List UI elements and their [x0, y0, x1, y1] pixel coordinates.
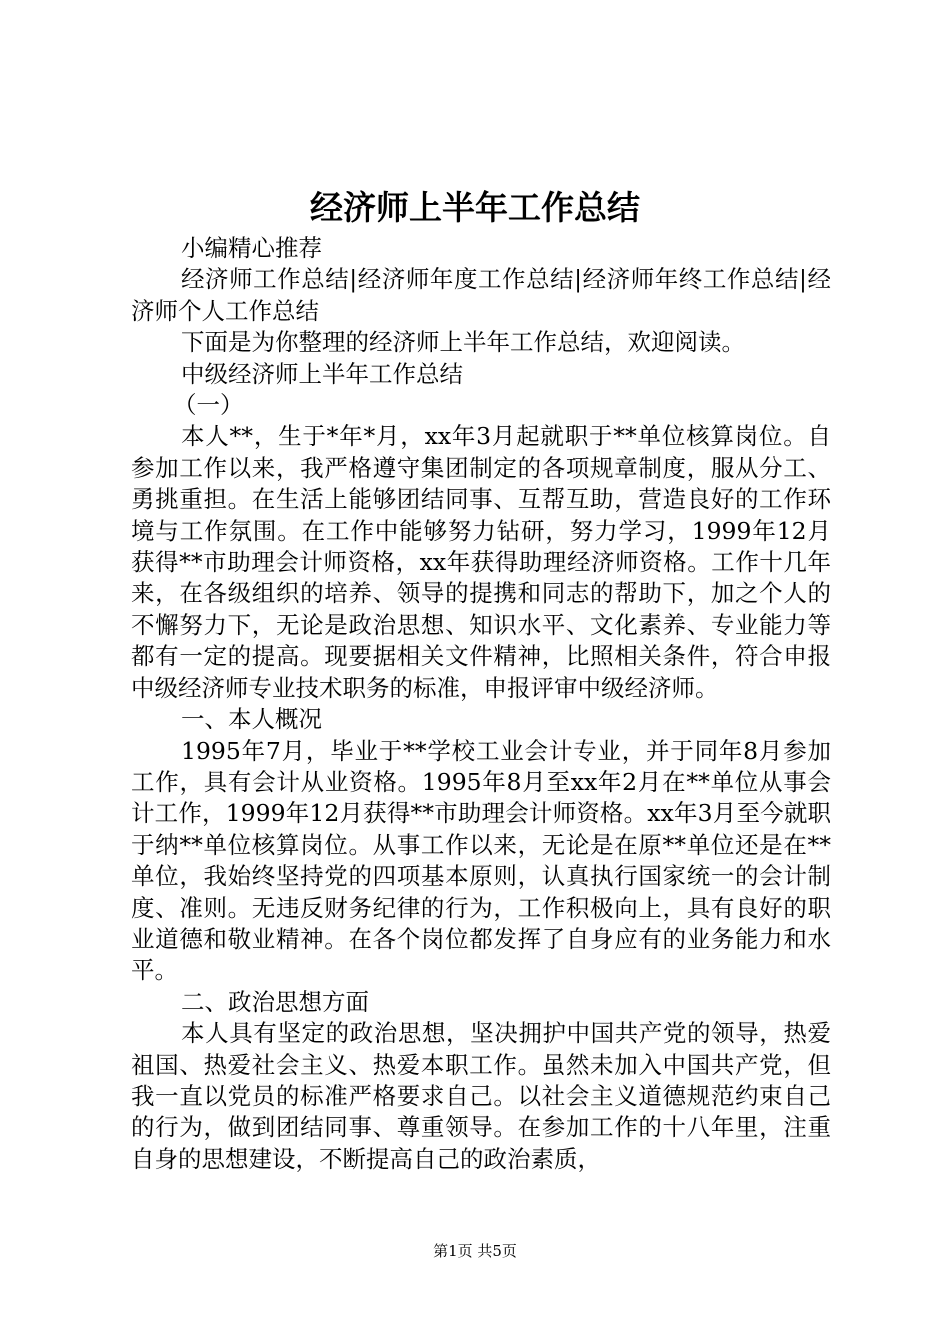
paragraph-related-links: 经济师工作总结|经济师年度工作总结|经济师年终工作总结|经济师个人工作总结 [131, 265, 831, 325]
paragraph-body: 1995年7月，毕业于**学校工业会计专业，并于同年8月参加工作，具有会计从业资格。1995年8月至xx年2月在**单位从事会计工作，1999年12月获得**市助理会计师资格。xx年3月至今就职于纳**单位核算岗位。从事工作以来，无论是在原**单位还是在**单位，我始终坚持党的四项基本原则，认真执行国家统一的会计制度、准则。无违反财务纪律的行为，工作积极向上，具有良好的职业道德和敬业精神。在各个岗位都发挥了自身应有的业务能力和水平。 [131, 736, 831, 985]
paragraph-intro: 下面是为你整理的经济师上半年工作总结，欢迎阅读。 [181, 328, 745, 357]
paragraph-body: 本人具有坚定的政治思想，坚决拥护中国共产党的领导，热爱祖国、热爱社会主义、热爱本职工作。虽然未加入中国共产党，但我一直以党员的标准严格要求自己。以社会主义道德规范约束自己的行为，做到团结同事、尊重领导。在参加工作的十八年里，注重自身的思想建设，不断提高自己的政治素质， [131, 1019, 831, 1173]
document-body [131, 233, 831, 1175]
section-number: （一） [173, 391, 244, 420]
paragraph-body: 本人**，生于*年*月，xx年3月起就职于**单位核算岗位。自参加工作以来，我严格遵守集团制定的各项规章制度，服从分工、勇挑重担。在生活上能够团结同事、互帮互助，营造良好的工作环境与工作氛围。在工作中能够努力钻研，努力学习，1999年12月获得**市助理会计师资格，xx年获得助理经济师资格。工作十几年来，在各级组织的培养、领导的提携和同志的帮助下，加之个人的不懈努力下，无论是政治思想、知识水平、文化素养、专业能力等都有一定的提高。现要据相关文件精神，比照相关条件，符合申报中级经济师专业技术职务的标准，申报评审中级经济师。 [131, 422, 831, 702]
section-heading: 一、本人概况 [181, 705, 322, 734]
document-title: 经济师上半年工作总结 [310, 188, 640, 227]
paragraph-recommend: 小编精心推荐 [181, 234, 322, 262]
section-heading: 中级经济师上半年工作总结 [181, 359, 463, 388]
section-heading: 二、政治思想方面 [181, 987, 369, 1016]
page-footer: 第1页 共5页 [433, 1242, 517, 1260]
